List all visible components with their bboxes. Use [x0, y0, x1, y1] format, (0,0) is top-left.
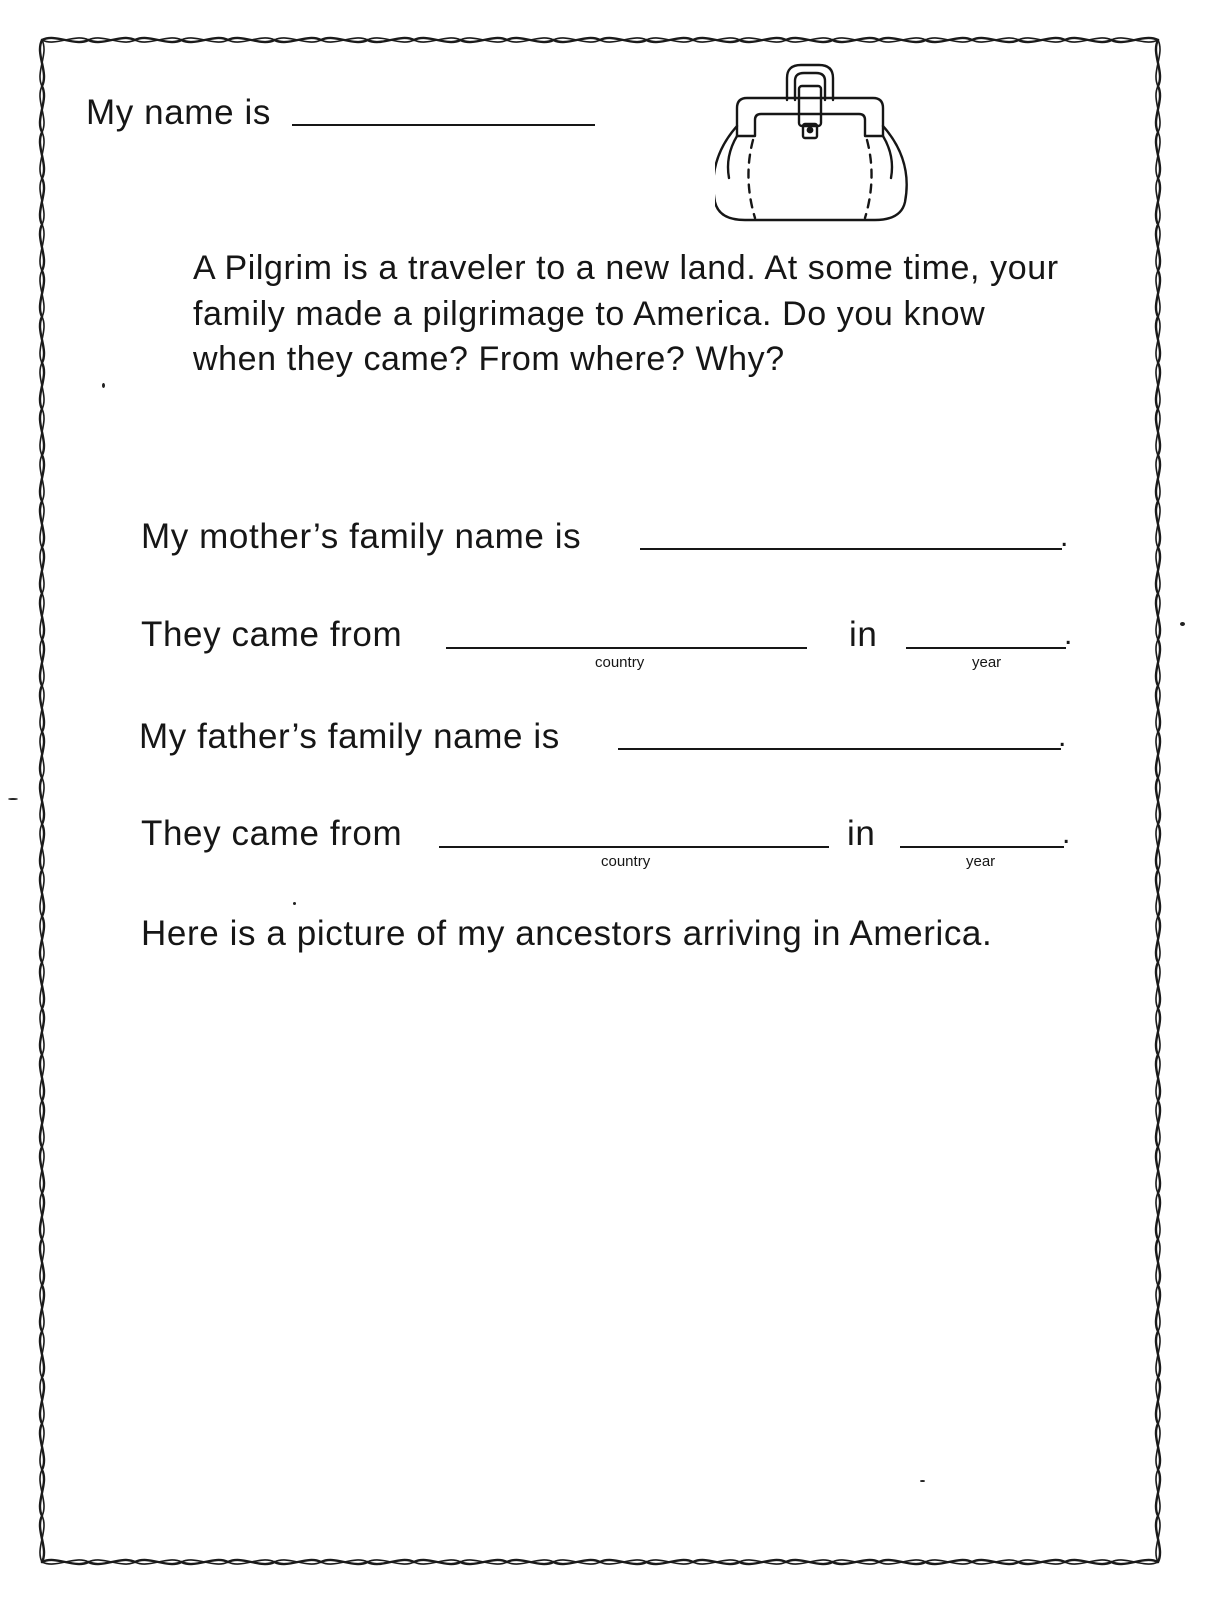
father-came-from-prompt: They came from	[141, 814, 403, 853]
scan-speck	[920, 1480, 925, 1482]
mother-year-label: year	[972, 654, 1002, 671]
mother-family-name-prompt: My mother’s family name is	[141, 517, 582, 556]
mother-family-name-period: .	[1060, 520, 1069, 553]
father-country-label: country	[601, 853, 651, 870]
drawing-area[interactable]	[70, 980, 1150, 1520]
mother-came-from-prompt: They came from	[141, 615, 403, 654]
father-in-word: in	[847, 814, 876, 853]
father-year-line[interactable]	[900, 846, 1064, 848]
father-family-name-period: .	[1058, 720, 1067, 753]
father-year-label: year	[966, 853, 996, 870]
mother-year-period: .	[1064, 618, 1073, 651]
doctor-bag-icon	[715, 60, 915, 235]
father-country-line[interactable]	[439, 846, 829, 848]
intro-paragraph: A Pilgrim is a traveler to a new land. At some time, your family made a pilgrimage to America. Do you know when they came? From where? Why?	[193, 249, 1059, 378]
father-year-period: .	[1062, 817, 1071, 850]
scan-speck	[102, 383, 105, 388]
name-answer-line[interactable]	[292, 124, 595, 126]
picture-prompt: Here is a picture of my ancestors arriving in America.	[141, 914, 993, 953]
father-family-name-prompt: My father’s family name is	[139, 717, 560, 756]
mother-country-line[interactable]	[446, 647, 807, 649]
scan-speck	[293, 902, 296, 905]
mother-family-name-line[interactable]	[640, 548, 1062, 550]
name-prompt: My name is	[86, 93, 271, 132]
mother-year-line[interactable]	[906, 647, 1066, 649]
mother-country-label: country	[595, 654, 645, 671]
scan-speck	[8, 798, 18, 800]
mother-in-word: in	[849, 615, 878, 654]
scan-speck	[1180, 622, 1185, 626]
father-family-name-line[interactable]	[618, 748, 1061, 750]
